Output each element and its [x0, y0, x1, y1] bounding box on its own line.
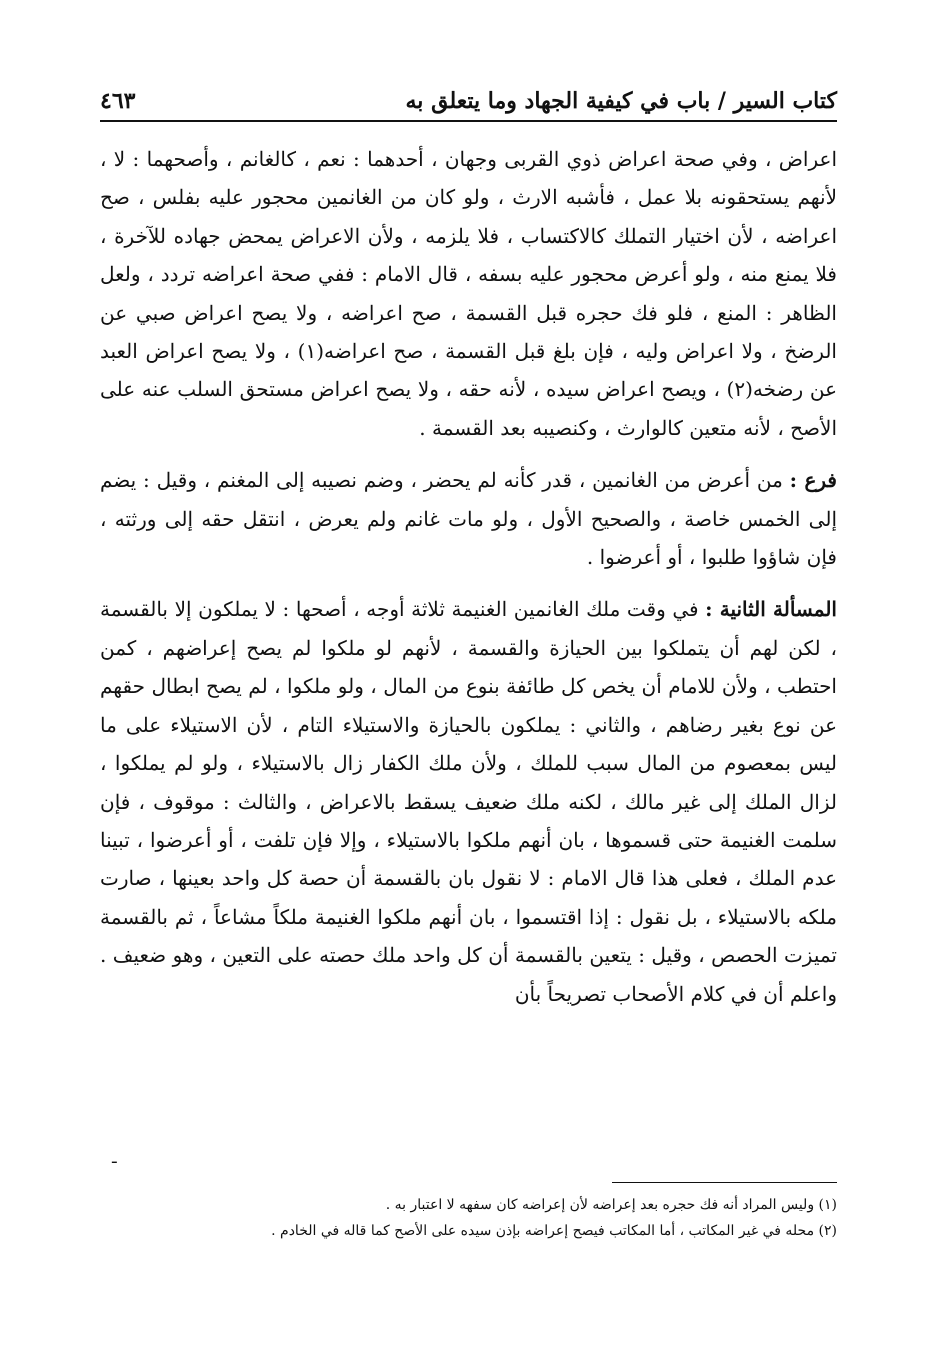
paragraph-3: [100, 590, 837, 1012]
paragraph-1: اعراض ، وفي صحة اعراض ذوي القربى وجهان ، أحدهما : نعم ، كالغانم ، وأصحهما : لا ، لأنهم يستحقونه بلا عمل ، فأشبه الارث ، ولو كان من الغانمين محجور عليه بفلس ، صح اعراضه ، لأن اختيار التملك كالاكتساب ، فلا يلزمه ، ولأن الاعراض يمحض جهاده للآخرة ، فلا يمنع منه ، ولو أعرض محجور عليه بسفه ، قال الامام : ففي صحة اعراضه تردد ، ولعل الظاهر : المنع ، فلو فك حجره قبل القسمة ، صح اعراضه ، ولا يصح اعراض صبي عن الرضخ ، ولا اعراض وليه ، فإن بلغ قبل القسمة ، صح اعراضه(١) ، ولا يصح اعراض العبد عن رضخه(٢) ، ويصح اعراض سيده ، لأنه حقه ، ولا يصح اعراض مستحق السلب عنه على الأصح ، لأنه متعين كالوارث ، وكنصيبه بعد القسمة .: [100, 147, 837, 440]
continuation-mark: ـ: [112, 1148, 117, 1167]
paragraph-2-text: من أعرض من الغانمين ، قدر كأنه لم يحضر ، وضم نصيبه إلى المغنم ، وقيل : يضم إلى الخمس خاصة ، والصحيح الأول ، ولو مات غانم ولم يعرض ، انتقل حقه إلى ورثته ، فإن شاؤوا طلبوا ، أو أعرضوا .: [100, 468, 837, 570]
main-text: [100, 140, 837, 1027]
page-header: [100, 78, 837, 114]
header-divider: [100, 120, 837, 122]
footnote-divider: [612, 1182, 837, 1183]
paragraph-2: [100, 461, 837, 576]
running-title: كتاب السير / باب في كيفية الجهاد وما يتعلق به: [405, 88, 837, 114]
page-number: ٤٦٣: [100, 88, 136, 114]
paragraph-2-label: فرع :: [789, 468, 837, 493]
footnotes: [100, 1192, 837, 1244]
continuation-mark-row: [100, 1148, 837, 1168]
footnote-1: (١) وليس المراد أنه فك حجره بعد إعراضه لأن إعراضه كان سفهه لا اعتبار به .: [385, 1197, 837, 1213]
paragraph-3-text: في وقت ملك الغانمين الغنيمة ثلاثة أوجه ، أصحها : لا يملكون إلا بالقسمة ، لكن لهم أن يتملكوا بين الحيازة والقسمة ، لأنهم لو ملكوا لم يصح إعراضهم ، كمن احتطب ، ولأن للامام أن يخص كل طائفة بنوع من المال ، ولو ملكوا ، لم يصح ابطال حقهم عن نوع بغير رضاهم ، والثاني : يملكون بالحيازة والاستيلاء التام ، لأن الاستيلاء على ما ليس بمعصوم من المال سبب للملك ، ولأن ملك الكفار زال بالاستيلاء ، ولو لم يملكوا ، لزال الملك إلى غير مالك ، لكنه ملك ضعيف يسقط بالاعراض ، والثالث : موقوف ، فإن سلمت الغنيمة حتى قسموها ، بان أنهم ملكوا بالاستيلاء ، وإلا فإن تلفت ، أو أعرضوا ، تبينا عدم الملك ، فعلى هذا قال الامام : لا نقول بان بالقسمة أن حصة كل واحد بعينها ، صارت ملكه بالاستيلاء ، بل نقول : إذا اقتسموا ، بان أنهم ملكوا الغنيمة ملكاً مشاعاً ، ثم بالقسمة تميزت الحصص ، وقيل : يتعين بالقسمة أن كل واحد ملك حصته على التعين ، وهو ضعيف . واعلم أن في كلام الأصحاب تصريحاً بأن: [100, 597, 837, 1006]
paragraph-3-label: المسألة الثانية :: [705, 597, 837, 622]
footnote-2: (٢) محله في غير المكاتب ، أما المكاتب فيصح إعراضه بإذن سيده على الأصح كما قاله في الخادم .: [271, 1223, 837, 1239]
